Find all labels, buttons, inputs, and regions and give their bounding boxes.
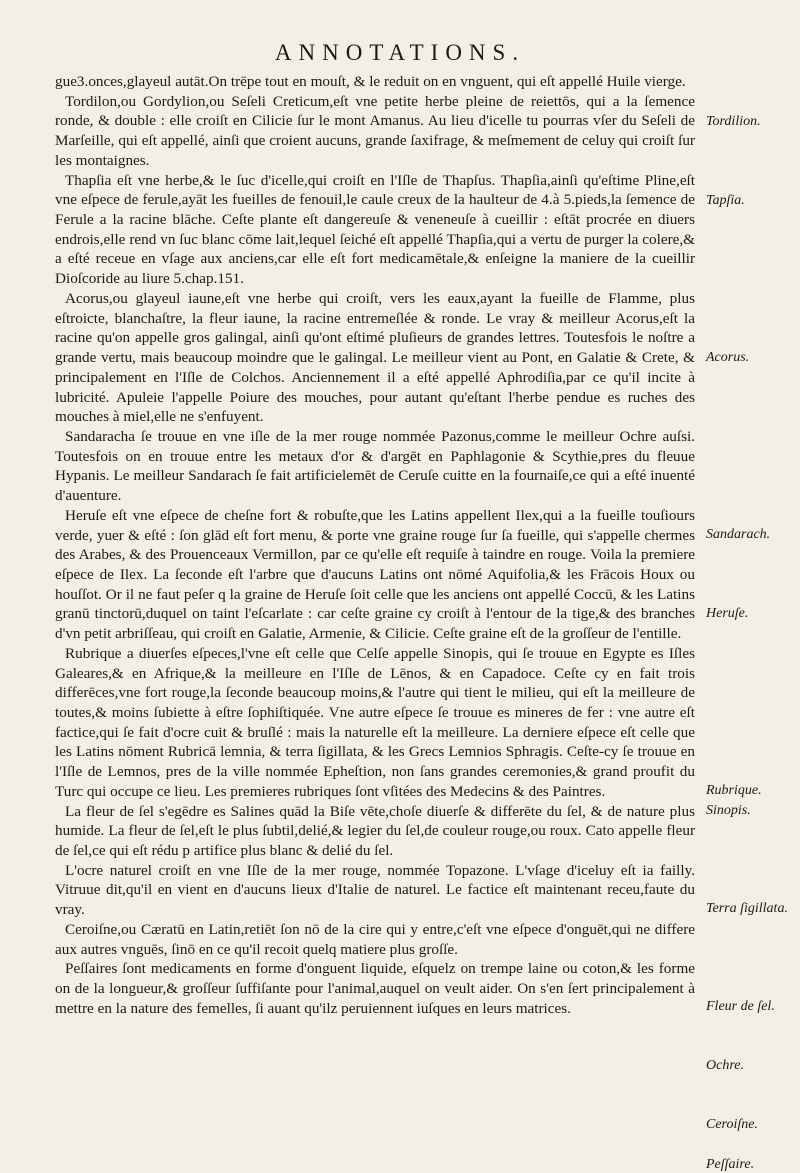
margin-note-rubrique: Rubrique.	[706, 783, 762, 798]
margin-note-tapsia: Tapſia.	[706, 193, 745, 208]
margin-note-heruse: Heruſe.	[706, 606, 749, 621]
margin-note-ochre: Ochre.	[706, 1058, 744, 1073]
margin-note-ceroisne: Ceroiſne.	[706, 1117, 758, 1132]
paragraph-fleur-de-sel: La fleur de ſel s'egēdre es Salines quād la Biſe vēte,choſe diuerſe & differēte du ſel, & de nature plus humide. La fleur de ſel,eſt le plus ſubtil,delié,& legier du ſel,de couleur rouge,ou roux. Cato appelle fleur de ſel,ce qui eſt rédu p artifice plus blanc & delié du ſel.	[55, 802, 695, 860]
running-head: ANNOTATIONS.	[274, 40, 526, 65]
paragraph-huile-vierge: gue3.onces,glayeul autāt.On trēpe tout en mouſt, & le reduit on en vnguent, qui eſt appellé Huile vierge.	[55, 73, 686, 90]
paragraph-acorus: Acorus,ou glayeul iaune,eſt vne herbe qui croiſt, vers les eaux,ayant la fueille de Flamme, plus eſtroicte, blanchaſtre, la fleur iaune, la racine entremeſlée & ronde. Le vray & meilleur Acorus,eſt la racine qu'on appelle gros galingal, ainſi qu'ont eſtimé pluſieurs de grandes lettres. Toutesfois le noſtre a grande vertu, mais beaucoup moindre que le galingal. Le meilleur vient au Pont, en Galatie & Crete, & principalement en l'Iſle de Colchos. Anciennement il a eſté appellé Aphrodiſia,par ce qu'il incite à lubricité. Apuleie l'appelle Poiure des mouches, pour autant qu'eſtant l'herbe pendue es ruches des mouches à miel,elle ne s'enfuyent.	[55, 289, 695, 426]
margin-note-fleur-de-sel: Fleur de ſel.	[706, 999, 775, 1014]
paragraph-heruse: Heruſe eſt vne eſpece de cheſne fort & robuſte,que les Latins appellent Ilex,qui a la fueille touſiours verde, yuer & eſté : ſon glād eſt fort menu, & porte vne graine rouge ſur ſa fueille, qui s'appelle chermes des Arabes, & des Prouenceaux Vermillon, par ce qu'elle eſt requiſe à taindre en rouge. Voila la premiere eſpece de Ilex. La ſeconde eſt l'arbre que d'aucuns Latins ont nōmé Aquifolia,& les Frācois Houx ou houſſot. Or il ne faut peſer q la graine de Heruſe ſoit celle que les anciens ont appellé Coccū, & les Latins granū tinctorū,duquel on taint l'eſcarlate : car ceſte graine cy croiſt à l'entour de la tige,& des branches d'vn petit arbriſſeau, qui croiſt en Galatie, Armenie, & Cilicie. Ceſte graine eſt de la groſſeur de l'entille.	[55, 506, 695, 643]
margin-note-pessaire: Peſſaire.	[706, 1157, 755, 1172]
margin-note-sandarach: Sandarach.	[706, 527, 771, 542]
paragraph-pessaires: Peſſaires ſont medicaments en forme d'onguent liquide, eſquelz on trempe laine ou coton,& les forme on de la longueur,& groſſeur ſuffiſante pour l'animal,auquel on veult aider. On s'en ſert principalement à mettre en la nature des femelles, ſi auant qu'ilz peruiennent iuſques en leurs matrices.	[55, 960, 695, 1017]
paragraph-tordilon: Tordilon,ou Gordylion,ou Seſeli Creticum,eſt vne petite herbe pleine de reiettōs, qui a la ſemence ronde, & double : elle croiſt en Cilicie ſur le mont Amanus. Au lieu d'icelle tu pourras vſer du Seſeli de Marſeille, qui eſt appellé, ainſi que croient aucuns, grande ſaxifrage, & meſmement de celuy qui croiſt ſur les montaignes.	[55, 92, 695, 169]
margin-note-tordilion: Tordilion.	[706, 114, 761, 129]
annotation-body	[55, 72, 695, 1019]
paragraph-ochre: L'ocre naturel croiſt en vne Iſle de la mer rouge, nommée Topazone. L'vſage d'iceluy eſt ia failly. Vitruue dit,qu'il en vient en d'aucuns lieux d'Italie de naturel. Le factice eſt maintenant receu,faute du vray.	[55, 861, 695, 919]
paragraph-sandarach: Sandaracha ſe trouue en vne iſle de la mer rouge nommée Pazonus,comme le meilleur Ochre auſsi. Toutesfois on en trouue entre les metaux d'or & d'argēt en Paphlagonie & Scythie,pres du fleuue Hypanis. Le meilleur Sandarach ſe fait artificielemēt de Ceruſe cuitte en la fournaiſe,ce qui a eſté inuenté d'auenture.	[55, 427, 695, 505]
margin-note-sinopis: Sinopis.	[706, 803, 751, 818]
margin-note-terra-sigillata: Terra ſigillata.	[706, 901, 788, 916]
paragraph-thapsia: Thapſia eſt vne herbe,& le ſuc d'icelle,qui croiſt en l'Iſle de Thapſus. Thapſia,ainſi qu'eſtime Pline,eſt vne eſpece de ferule,ayāt les fueilles de fenouil,le caule creux de la haulteur de 4.à 5.pieds,la ſemence de Ferule a la racine blāche. Ceſte plante eſt dangereuſe & veneneuſe à cueillir : eſtāt procrée en diuers endrois,elle rend vn ſuc blanc cōme lait,lequel ſeiché eſt appellé Thapſia,qui a vertu de purger la colere,& a eſté receue en vſage aux anciens,car elle eſt fort medicamētale,& enſeigne la maniere de la cueillir Dioſcoride au liure 5.chap.151.	[55, 171, 695, 288]
paragraph-ceroisne: Ceroiſne,ou Cæratū en Latin,retiēt ſon nō de la cire qui y entre,c'eſt vne eſpece d'onguēt,qui ne differe aux autres vnguēs, ſinō en ce qu'il recoit quelq matiere plus groſſe.	[55, 920, 695, 958]
paragraph-rubrique: Rubrique a diuerſes eſpeces,l'vne eſt celle que Celſe appelle Sinopis, qui ſe trouue en Egypte es Iſles Galeares,& en Afrique,& la meilleure en l'Iſle de Lēnos, & en Capadoce. Ceſte cy en fait trois differēces,vne fort rouge,la ſeconde beaucoup moins,& l'autre qui tient le milieu, qui eſt la meilleure de toutes,& moins ſubiette à eſtre ſophiſtiquée. Vne autre eſpece ſe trouue es mineres de fer : vne autre eſt factice,qui ſe fait d'ocre cuit & bruſlé : mais la naturelle eſt la meilleure. La derniere eſpece eſt celle que les Latins nōment Rubricā lemnia, & terra ſigillata, & les Grecs Lemnios Sphragis. Ceſte-cy ſe trouue en l'Iſle de Lemnos, pres de la ville nommée Epheſtion, non ſans grandes ceremonies,& grand proufit du Turc qui occupe ce lieu. Les premieres rubriques ſont vſitées des Medecins & des Paintres.	[55, 644, 695, 800]
margin-note-acorus: Acorus.	[706, 350, 750, 365]
